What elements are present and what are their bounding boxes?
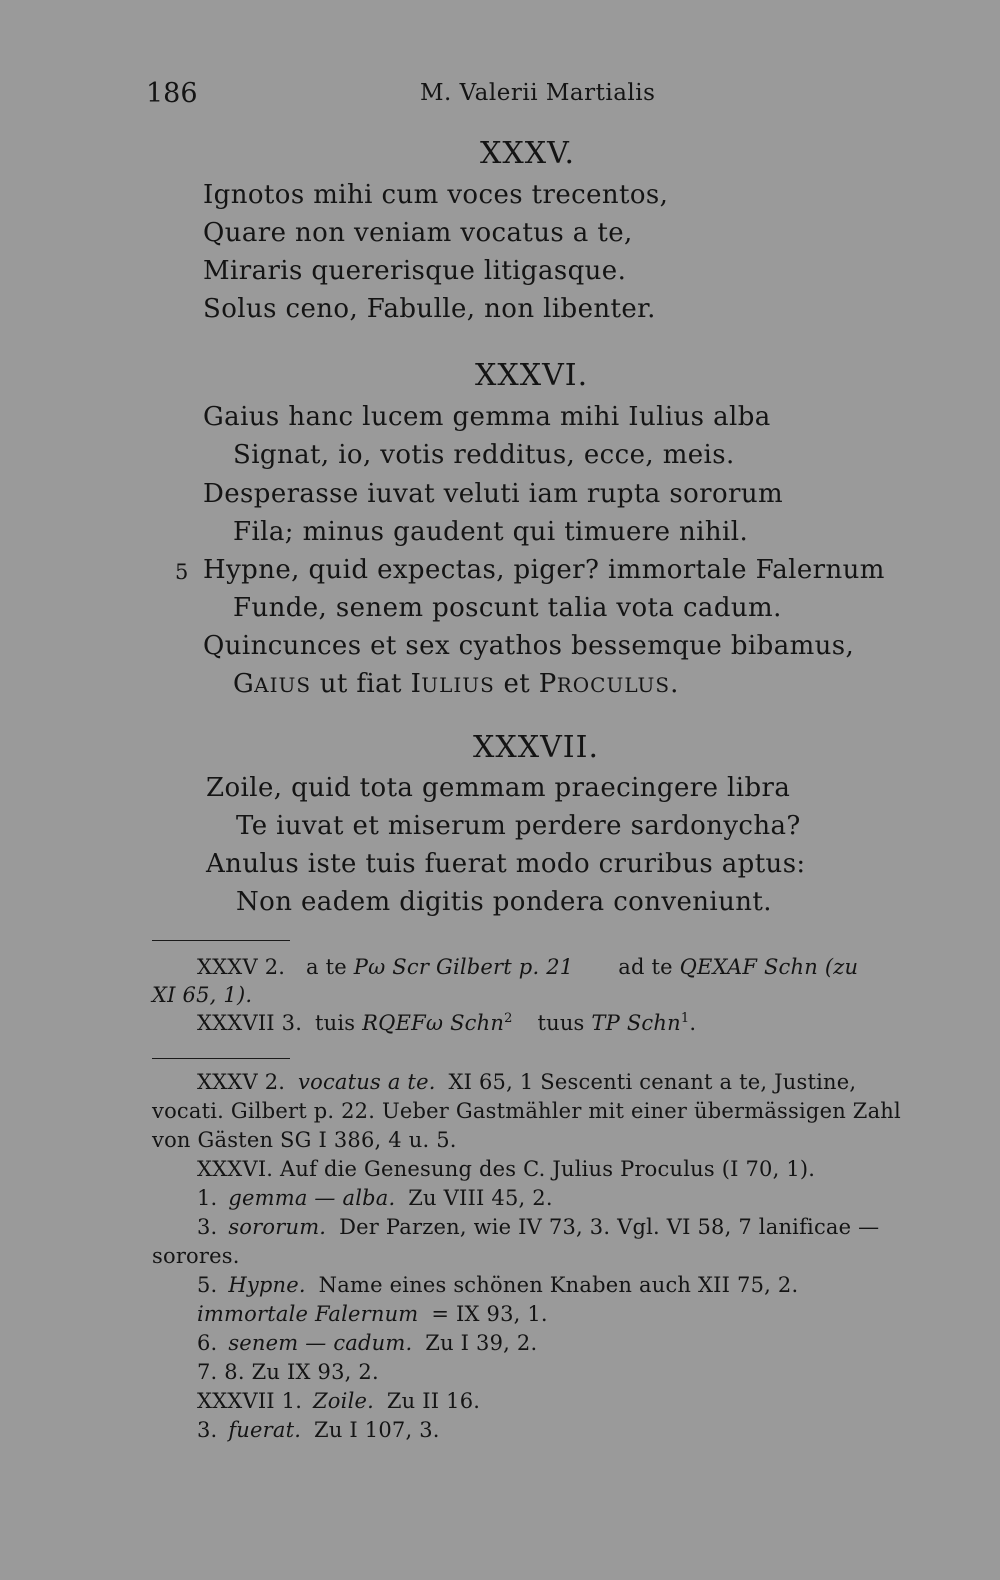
commentary-ref: XXXV 2. [197, 1070, 286, 1094]
small-caps-text: ULIUS [421, 673, 495, 697]
running-title: M. Valerii Martialis [420, 80, 656, 106]
verse-line: Desperasse iuvat veluti iam rupta sororum [203, 479, 784, 509]
verse-line: Non eadem digitis pondera conveniunt. [236, 887, 772, 917]
commentary-line: sorores. [152, 1244, 240, 1268]
commentary-text: Zu II 16. [386, 1389, 481, 1413]
commentary-ref: 1. [197, 1186, 218, 1210]
apparatus-text: tuus [537, 1011, 592, 1035]
lemma: immortale Falernum [197, 1302, 419, 1326]
text: ut fiat [311, 669, 411, 699]
commentary-line [197, 1302, 548, 1326]
lemma: Hypne. [228, 1273, 306, 1297]
text: et [494, 669, 539, 699]
commentary-line [197, 1070, 856, 1094]
verse-line: Quare non veniam vocatus a te, [203, 218, 633, 248]
apparatus-text: ad te [618, 955, 680, 979]
lemma: Zoile. [313, 1389, 374, 1413]
commentary-line [197, 1215, 879, 1239]
apparatus-ref: XXXV 2. [197, 955, 286, 979]
commentary-text: = IX 93, 1. [431, 1302, 548, 1326]
verse-line: Zoile, quid tota gemmam praecingere libra [206, 773, 791, 803]
verse-line [233, 669, 679, 699]
commentary-line: XXXVI. Auf die Genesung des C. Julius Proculus (I 70, 1). [197, 1157, 816, 1181]
text: G [233, 669, 255, 699]
sigla: Pω Scr Gilbert p. 21 [353, 955, 574, 979]
commentary-text: Zu I 39, 2. [425, 1331, 538, 1355]
commentary-text: Zu I 107, 3. [314, 1418, 440, 1442]
lemma: senem — cadum. [228, 1331, 413, 1355]
text: . [670, 669, 679, 699]
verse-line: Hypne, quid expectas, piger? immortale Falernum [203, 555, 885, 585]
lemma: fuerat. [228, 1418, 302, 1442]
divider [152, 1058, 290, 1059]
commentary-ref: XXXVII 1. [197, 1389, 303, 1413]
superscript: 1 [680, 1011, 690, 1026]
poem-numeral: XXXVII. [473, 730, 599, 765]
sigla: QEXAF Schn (zu [679, 955, 859, 979]
apparatus-text: tuis [315, 1011, 363, 1035]
line-number: 5 [175, 560, 189, 584]
commentary-ref: 3. [197, 1418, 218, 1442]
verse-line: Signat, io, votis redditus, ecce, meis. [233, 440, 735, 470]
small-caps-text: AIUS [254, 673, 312, 697]
apparatus-text: a te [306, 955, 354, 979]
lemma: sororum. [228, 1215, 327, 1239]
commentary-line [197, 1273, 798, 1297]
text: P [538, 669, 557, 699]
commentary-ref: 3. [197, 1215, 218, 1239]
poem-numeral: XXXVI. [475, 358, 589, 393]
verse-line: Miraris quererisque litigasque. [203, 256, 627, 286]
sigla: RQEFω Schn [362, 1011, 505, 1035]
commentary-line [197, 1186, 553, 1210]
verse-line: Te iuvat et miserum perdere sardonycha? [236, 811, 801, 841]
verse-line: Fila; minus gaudent qui timuere nihil. [233, 517, 749, 547]
commentary-line: vocati. Gilbert p. 22. Ueber Gastmähler mit einer übermässigen Zahl [152, 1099, 901, 1123]
commentary-line [197, 1389, 480, 1413]
commentary-line: 7. 8. Zu IX 93, 2. [197, 1360, 379, 1384]
commentary-ref: 5. [197, 1273, 218, 1297]
apparatus-line [197, 955, 858, 979]
verse-line: Anulus iste tuis fuerat modo cruribus aptus: [206, 849, 806, 879]
superscript: 2 [504, 1011, 513, 1026]
text: . [689, 1011, 697, 1035]
lemma: gemma — alba. [228, 1186, 396, 1210]
verse-line: Ignotos mihi cum voces trecentos, [203, 180, 669, 210]
verse-line: Gaius hanc lucem gemma mihi Iulius alba [203, 402, 771, 432]
commentary-text: XI 65, 1 Sescenti cenant a te, Justine, [448, 1070, 857, 1094]
commentary-line [197, 1331, 537, 1355]
small-caps-text: ROCULUS [556, 673, 671, 697]
commentary-line [197, 1418, 440, 1442]
verse-line: Solus ceno, Fabulle, non libenter. [203, 294, 656, 324]
commentary-text: Der Parzen, wie IV 73, 3. Vgl. VI 58, 7 lanificae — [339, 1215, 880, 1239]
sigla: TP Schn [591, 1011, 681, 1035]
commentary-ref: 6. [197, 1331, 218, 1355]
text: I [410, 669, 422, 699]
lemma: vocatus a te. [298, 1070, 436, 1094]
commentary-line: von Gästen SG I 386, 4 u. 5. [152, 1128, 457, 1152]
apparatus-cont: XI 65, 1). [152, 983, 253, 1007]
apparatus-line [152, 983, 252, 1007]
divider [152, 940, 290, 941]
commentary-text: Zu VIII 45, 2. [408, 1186, 553, 1210]
commentary-text: Name eines schönen Knaben auch XII 75, 2. [318, 1273, 799, 1297]
apparatus-ref: XXXVII 3. [197, 1011, 303, 1035]
poem-numeral: XXXV. [480, 136, 576, 171]
verse-line: Quincunces et sex cyathos bessemque bibamus, [203, 631, 855, 661]
page-number: 186 [146, 78, 198, 109]
verse-line: Funde, senem poscunt talia vota cadum. [233, 593, 782, 623]
apparatus-line [197, 1011, 696, 1035]
